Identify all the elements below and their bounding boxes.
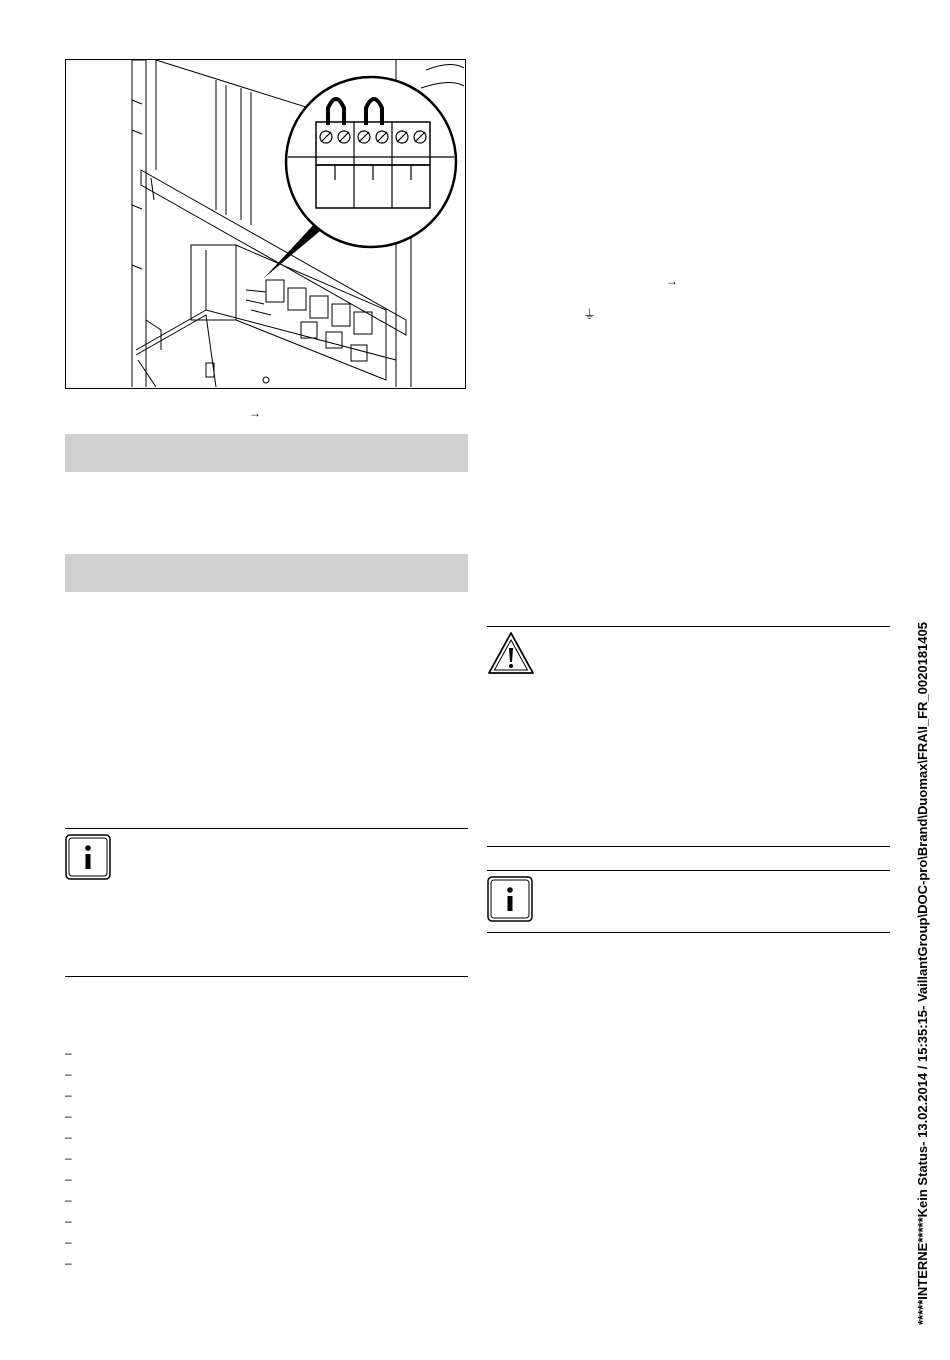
step-arrow: → (666, 274, 678, 288)
installation-figure (65, 59, 466, 389)
warning-note-top-rule (487, 626, 890, 627)
list-dash: – (65, 1046, 72, 1060)
section-header-bar-1 (65, 434, 468, 472)
list-dash: – (65, 1088, 72, 1102)
info-icon (65, 834, 111, 880)
list-dash: – (65, 1109, 72, 1123)
wiring-illustration (66, 60, 464, 387)
list-dash: – (65, 1172, 72, 1186)
list-dash: – (65, 1067, 72, 1081)
ground-symbol-icon: ⏚ (583, 307, 597, 322)
list-dash: – (65, 1256, 72, 1270)
list-dash: – (65, 1235, 72, 1249)
list-dash: – (65, 1151, 72, 1165)
list-dash: – (65, 1214, 72, 1228)
section-header-bar-2 (65, 554, 468, 592)
warning-note-bottom-rule (487, 846, 890, 847)
list-dash: – (65, 1130, 72, 1144)
info-note-bottom-rule (487, 932, 890, 933)
info-note-top-rule (487, 870, 890, 871)
info-note-bottom-rule (65, 976, 468, 977)
document-status-sidebar: *****INTERNE*****Kein Status- 13.02.2014 / 15:35:15- VaillantGroup\DOC-pro\Brand\Duomax\FRA\I_FR_0020181405 (915, 622, 930, 1325)
list-dash: – (65, 1193, 72, 1207)
figure-caption-arrow: → (249, 406, 261, 420)
info-icon (487, 876, 533, 922)
info-note-top-rule (65, 828, 468, 829)
warning-triangle-icon (487, 631, 535, 675)
